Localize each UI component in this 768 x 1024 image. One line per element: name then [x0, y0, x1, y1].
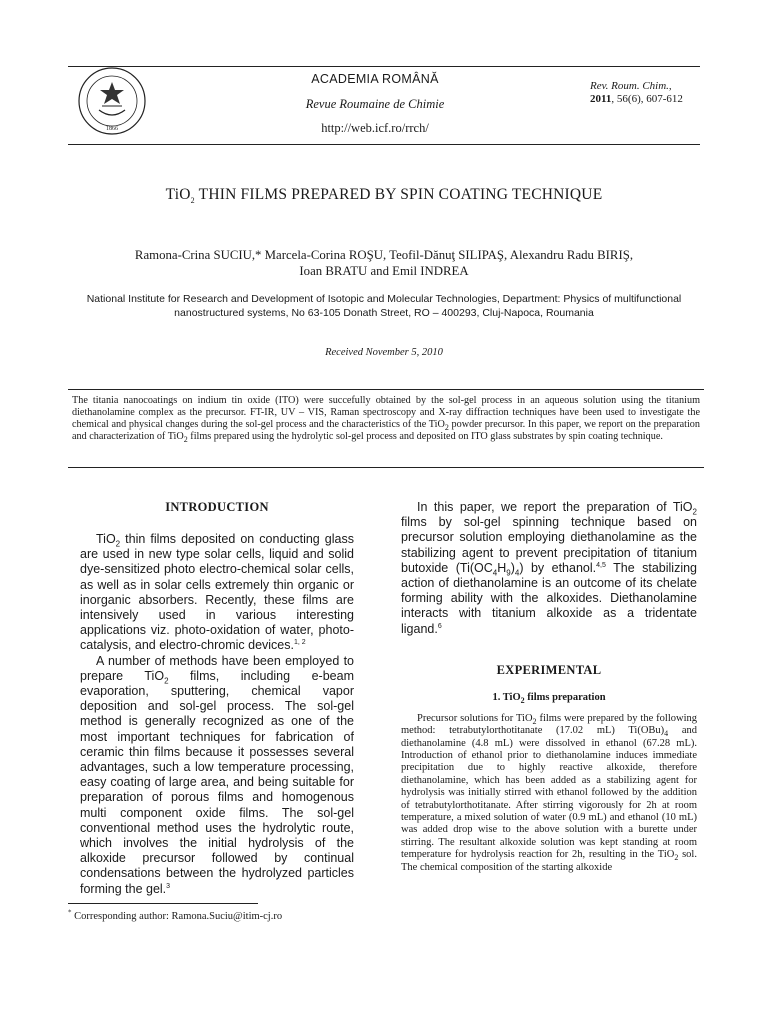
affiliation [68, 292, 700, 320]
corresponding-author-footnote: * Corresponding author: Ramona.Suciu@itim-cj.ro [68, 908, 283, 922]
affiliation-line-2: nanostructured systems, No 63-105 Donath Street, RO – 400293, Cluj-Napoca, Roumania [174, 307, 594, 319]
received-date: Received November 5, 2010 [325, 347, 443, 358]
abstract-text: The titania nanocoatings on indium tin oxide (ITO) were succefully obtained by the sol-gel process in an aqueous solution using the titanium diethanolamine complex as the precursor. FT-IR, UV – VIS, Raman spectroscopy and X-ray diffraction techniques have been used to investigate the chemical and physical changes during the sol-gel process and the characteristics of the TiO$_2$ powder precursor. In this paper, we report on the preparation and characterization of TiO$_2$ films prepared using the hydrolytic sol-gel process and deposited on ITO glass substrates by spin coating technique. [72, 395, 700, 445]
introduction-paragraph-2: A number of methods have been employed to prepare TiO$_2$ films, including e-beam evaporation, sputtering, chemical vapor deposition and sol-gel process. The sol-gel method is generally recognized as one of the most important techniques for fabrication of ceramic thin films because it possesses several advantages, such a low temperature processing, easy coating of large area, and being suitable for preparation of porous films and homogenous multi component oxide films. The sol-gel conventional method uses the hydrolytic route, which involves the initial hydrolysis of the alkoxide precursor followed by continual condensations between the hydrolyzed particles forming the gel.$^3$ [80, 653, 354, 896]
citation-ref-3[interactable]: 3 [166, 882, 171, 890]
header-top-rule [68, 66, 700, 67]
citation-volume: , 56(6), 607-612 [611, 93, 683, 105]
title-subscript: 2 [190, 196, 195, 206]
films-preparation-subheading: 1. TiO$_2$ films preparation [492, 691, 606, 705]
author-list [68, 247, 700, 279]
title-prefix: TiO [165, 186, 191, 203]
affiliation-line-1: National Institute for Research and Development of Isotopic and Molecular Technologies, Department: Physics of multifunctional [86, 293, 682, 305]
logo-year-text: 1866 [106, 126, 118, 132]
right-column [401, 500, 697, 874]
journal-url-link[interactable]: http://web.icf.ro/rrch/ [321, 121, 429, 135]
abstract-bottom-rule [68, 467, 704, 468]
experimental-heading: EXPERIMENTAL [496, 662, 602, 677]
citation-year: 2011 [590, 93, 612, 105]
title-rest: THIN FILMS PREPARED BY SPIN COATING TECHNIQUE [194, 186, 603, 203]
academy-seal-logo [68, 66, 156, 136]
authors-line-2: Ioan BRATU and Emil INDREA [299, 264, 469, 278]
journal-name: ACADEMIA ROMÂNĂ [311, 72, 439, 86]
citation-ref-1-2[interactable]: 1, 2 [293, 639, 306, 647]
journal-subtitle: Revue Roumaine de Chimie [305, 97, 445, 111]
abstract-top-rule [68, 389, 704, 390]
introduction-paragraph-1: TiO$_2$ thin films deposited on conducting glass are used in new type solar cells, liquid and solid dye-sensitized photo electro-chemical solar cells, as well as in solar cells extremely thin organic or inorganic absorbers. Recently, these films are intensively used in various interesting applications viz. photo-oxidation of water, photo-catalysis, and electro-chromic devices.$^{1, 2}$ [80, 532, 354, 653]
experimental-paragraph-1: Precursor solutions for TiO$_2$ films were prepared by the following method: tetrabutylorthotitanate (17.02 mL) $Ti(OBu)_4$ and diethanolamine (4.8 mL) were dissolved in ethanol (67.28 mL). Introduction of ethanol prior to diethanolamine induces immediate precipitation due to highly reactive alkoxide, therefore diethanolamine, which has been added as a stabilizing agent for hydrolysis was initially stirred with ethanol followed by the addition of tetrabutylorthotitanate. After stirring vigorously for 2h at room temperature, a mixed solution of water (0.9 mL) and ethanol (10 mL) was added drop wise to the above solution with a burette under stirring. The resultant alkoxide solution was kept standing at room temperature for hydrolysis reaction for 2h, resulting in the TiO$_2$ sol. The chemical composition of the starting alkoxide [401, 712, 697, 873]
paper-title [68, 186, 700, 204]
introduction-heading: INTRODUCTION [165, 500, 269, 514]
introduction-paragraph-3: In this paper, we report the preparation of TiO$_2$ films by sol-gel spinning technique based on precursor solution employing diethanolamine as the stabilizing agent to prevent precipitation of titanium butoxide $(Ti(OC_4H_9)_4)$ by ethanol.$^{4,5}$ The stabilizing action of diethanolamine is an outcome of its chelate forming ability with the alkoxides. Diethanolamine interacts with titanium alkoxide as a tridentate ligand.$^6$ [401, 500, 698, 636]
left-column [80, 500, 354, 897]
citation-journal: Rev. Roum. Chim., [590, 80, 672, 92]
citation-ref-4-5[interactable]: 4,5 [596, 561, 606, 569]
footnote-rule [68, 903, 258, 904]
citation-reference [590, 80, 720, 106]
citation-ref-6[interactable]: 6 [437, 622, 442, 630]
authors-line-1: Ramona-Crina SUCIU,* Marcela-Corina ROŞU, Teofil-Dănuţ SILIPAŞ, Alexandru Radu BIRIŞ, [134, 248, 634, 262]
header-bottom-rule [68, 144, 700, 145]
